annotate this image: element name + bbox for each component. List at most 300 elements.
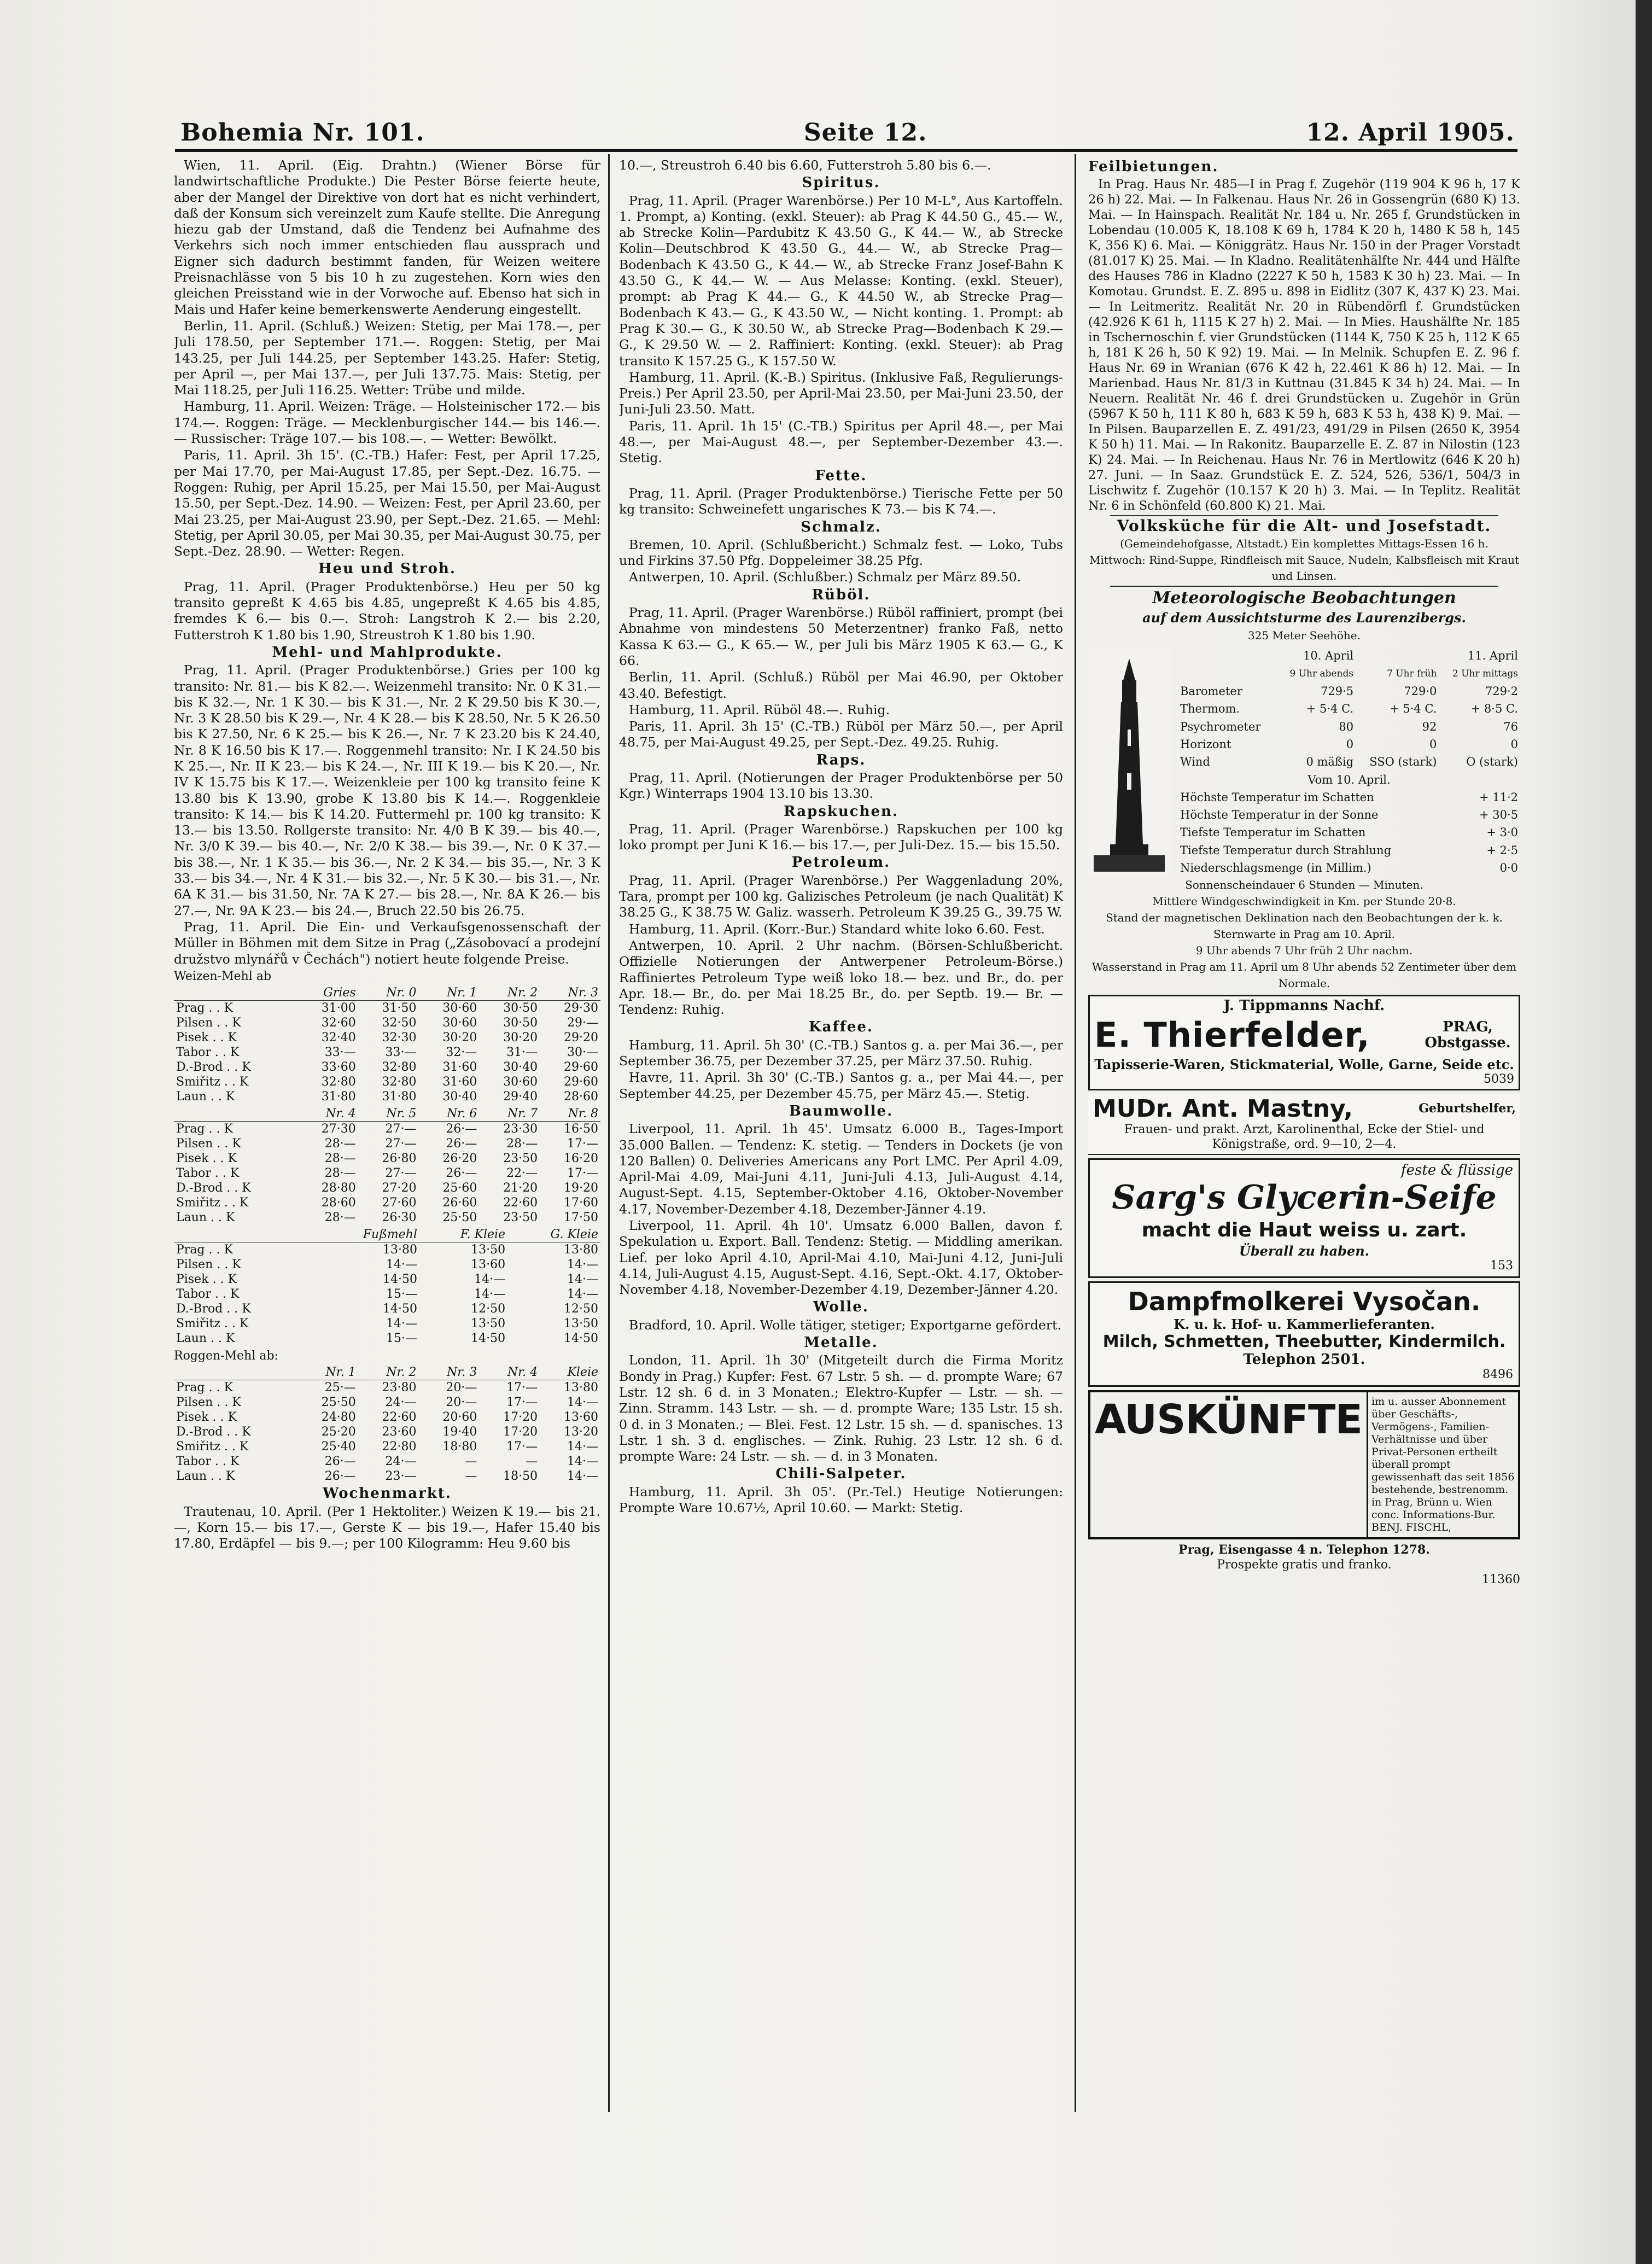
table-header-cell: F. Kleie: [419, 1227, 507, 1242]
ad3-top: feste & flüssige: [1401, 1162, 1513, 1178]
table-cell: 25·50: [442, 1211, 477, 1225]
table-header-cell: [174, 985, 297, 1001]
table-cell: 14·—: [567, 1258, 598, 1272]
table-row: [174, 1151, 600, 1166]
table-cell: D.-Brod . . K: [176, 1302, 251, 1316]
table-cell: 30·20: [503, 1031, 538, 1045]
table-cell: 13·60: [471, 1258, 506, 1272]
article-mehl: Prag, 11. April. (Prager Produktenbörse.) Gries per 100 kg transito: Nr. 81.— bis K 82.—. Weizenmehl transito: Nr. 0 K 31.— bis K 32.—, Nr. 1 K 30.— bis K 31.—, Nr. 2 K 29.50 bis K 30.—, Nr. 3 K 28.50 bis K 29.—, Nr. 4 K 28.— bis K 28.50, Nr. 5 K 26.50 bis K 27.50, Nr. 6 K 25.— bis K 26.—, Nr. 7 K 23.20 bis K 24.40, Nr. 8 K 16.50 bis K 17.—. Roggenmehl transito: Nr. I K 24.50 bis K 25.—, Nr. II K 23.— bis K 24.—, Nr. III K 19.— bis K 20.—, Nr. IV K 15.75 bis K 17.—. Weizenkleie per 100 kg transito feine K 13.80 bis K 13.90, grobe K 13.80 bis K 14.—. Roggenkleie transito: K 14.— bis K 14.20. Futtermehl pr. 100 kg transito: K 13.— bis 13.50. Rollgerste transito: Nr. 4/0 B K 39.— bis 40.—, Nr. 3/0 K 39.— bis 40.—, Nr. 2/0 K 38.— bis 39.—, Nr. 0 K 37.— bis 38.—, Nr. 1 K 35.— bis 36.—, Nr. 2 K 34.— bis 35.—, Nr. 3 K 33.— bis 34.—, Nr. 4 K 31.— bis 32.—, Nr. 5 K 30.— bis 31.—, Nr. 6A K 31.— bis 31.50, Nr. 7A K 27.— bis 28.—, Nr. 8A K 26.— bis 27.—, Nr. 9A K 23.— bis 24.—, Bruch 22.50 bis 26.75.: [174, 662, 600, 918]
weizen-table-2: [174, 1106, 600, 1225]
section-mehl: Mehl- und Mahlprodukte.: [272, 644, 503, 661]
section-heu-stroh: Heu und Stroh.: [318, 561, 456, 577]
table-cell: 14·50: [471, 1332, 506, 1346]
table-cell: Pisek . . K: [176, 1410, 237, 1425]
meteo-box: [1088, 588, 1520, 991]
meteo-cell: 729·0: [1404, 685, 1437, 698]
meteo-cell: Thermom.: [1180, 702, 1240, 716]
section-feilbietungen: Feilbietungen.: [1088, 159, 1219, 175]
meteo-cell: Wind: [1180, 755, 1210, 769]
meteo-table: [1178, 647, 1520, 877]
table-header-row: [174, 1227, 600, 1242]
table-cell: 27·20: [382, 1181, 417, 1195]
table-cell: 26·—: [446, 1122, 477, 1136]
meteo-extreme-label: Niederschlagsmenge (in Millim.): [1180, 861, 1371, 875]
table-row: [174, 1060, 600, 1075]
meteo-times-row: [1178, 665, 1520, 682]
article-baumwolle-2: Liverpool, 11. April. 4h 10'. Umsatz 6.000 Ballen, davon f. Spekulation u. Export. Ball. Tendenz: Stetig. — Middling amerikan. Lief. per loko April 4.10, April-Mai 4.10, Mai-Juni 4.12, Juni-Juli 4.14, Juli-August 4.15, August-Sept. 4.16, Sept.-Okt. 4.17, Oktober-November 4.18, November-Dezember 4.19, Dezember-Jänner 4.20.: [619, 1218, 1063, 1298]
article-petroleum-prag: Prag, 11. April. (Prager Warenbörse.) Per Waggenladung 20%, Tara, prompt per 100 kg. Galizisches Petroleum (je nach Qualität) K 38.25 G., K 38.75 W. Galiz. wasserh. Petroleum K 39.25 G., 39.75 W.: [619, 872, 1063, 920]
table-cell: 29·60: [564, 1075, 598, 1089]
table-row: [174, 1030, 600, 1045]
article-metalle: London, 11. April. 1h 30' (Mitgeteilt durch die Firma Moritz Bondy in Prag.) Kupfer: Fest. 67 Lstr. 5 sh. — d. prompte Ware; 67 Lstr. 12 sh. 6 d. in 3 Monaten.; Elektro-Kupfer — Lstr. — sh. — Zinn. Stramm. 143 Lstr. — sh. — d. prompte Ware; 135 Lstr. 15 sh. 0 d. in 3 Monaten.; — Blei. Fest. 12 Lstr. 15 sh. — d. spanisches. 13 Lstr. 1 sh. 3 d. englisches. — Zink. Ruhig. 23 Lstr. 12 sh. 6 d. prompte Ware: 24 Lstr. — sh. — d. in 3 Monaten.: [619, 1352, 1063, 1464]
meteo-extreme-label: Tiefste Temperatur durch Strahlung: [1180, 843, 1392, 857]
table-cell: 29·—: [567, 1016, 598, 1030]
table-cell: 17·—: [506, 1440, 538, 1454]
table-cell: —: [465, 1455, 477, 1469]
meteo-cell: 76: [1503, 720, 1518, 733]
table-cell: —: [465, 1469, 477, 1484]
table-cell: 23·50: [503, 1211, 538, 1225]
table-cell: 25·—: [324, 1381, 356, 1395]
table-cell: Prag . . K: [176, 1243, 233, 1257]
table-cell: 30·—: [567, 1046, 598, 1060]
article-kaffee-hamburg: Hamburg, 11. April. 5h 30' (C.-TB.) Santos g. a. per Mai 36.—, per September 36.75, per Dezember 37.25, per März 37.50. Ruhig.: [619, 1037, 1063, 1069]
meteo-day-row: [1178, 771, 1520, 789]
meteo-cell: + 5·4 C.: [1306, 702, 1354, 716]
article-chili: Hamburg, 11. April. 3h 05'. (Pr.-Tel.) Heutige Notierungen: Prompte Ware 10.67½, April 10.60. — Markt: Stetig.: [619, 1484, 1063, 1516]
table-cell: 20·—: [446, 1396, 477, 1410]
table-cell: Laun . . K: [176, 1469, 235, 1484]
table-cell: 14·—: [474, 1273, 506, 1287]
table-cell: Prag . . K: [176, 1381, 233, 1395]
section-rapskuchen: Rapskuchen.: [783, 803, 899, 820]
section-metalle: Metalle.: [804, 1334, 878, 1351]
table-row: [174, 1395, 600, 1410]
meteo-wind: Mittlere Windgeschwindigkeit in Km. per Stunde 20·8.: [1152, 895, 1456, 908]
meteo-cell: 0: [1346, 737, 1354, 751]
volkskueche-line-2: Mittwoch: Rind-Suppe, Rindfleisch mit Sauce, Nudeln, Kalbsfleisch mit Kraut und Linsen.: [1089, 553, 1520, 583]
table-cell: D.-Brod . . K: [176, 1425, 251, 1439]
table-cell: 26·—: [324, 1455, 356, 1469]
table-cell: 14·50: [383, 1302, 417, 1316]
meteo-row: [1178, 754, 1520, 771]
table-cell: D.-Brod . . K: [176, 1060, 251, 1075]
table-cell: 18·80: [442, 1440, 477, 1454]
meteo-extreme-label: Höchste Temperatur in der Sonne: [1180, 808, 1379, 822]
table-row: [174, 1089, 600, 1104]
table-cell: 23·80: [382, 1381, 417, 1395]
table-cell: 13·50: [564, 1317, 598, 1331]
table-row: [174, 1302, 600, 1316]
table-cell: 17·60: [564, 1196, 598, 1210]
meteo-date: 10. April: [1303, 649, 1354, 663]
table-row: [174, 1469, 600, 1484]
column-2: [619, 157, 1063, 2104]
article-raps: Prag, 11. April. (Notierungen der Prager Produktenbörse per 50 Kgr.) Winterraps 1904 13.10 bis 13.30.: [619, 769, 1063, 802]
table-cell: 25·50: [321, 1396, 356, 1410]
table-cell: 14·50: [383, 1273, 417, 1287]
meteo-extreme-label: Tiefste Temperatur im Schatten: [1180, 826, 1366, 839]
meteo-header-row: [1178, 647, 1520, 665]
table-cell: 28·—: [324, 1137, 356, 1151]
table-cell: 19·40: [442, 1425, 477, 1439]
table-cell: —: [526, 1455, 538, 1469]
table-header-cell: Nr. 3: [540, 985, 600, 1001]
meteo-extreme-value: + 3·0: [1486, 826, 1518, 839]
table-header-cell: G. Kleie: [507, 1227, 600, 1242]
table-header-cell: [174, 1227, 315, 1242]
table-cell: 21·20: [503, 1181, 538, 1195]
header-center: Seite 12.: [803, 118, 927, 147]
table-cell: 28·60: [321, 1196, 356, 1210]
ad-vysocan: [1088, 1281, 1520, 1387]
meteo-corner: [1178, 665, 1276, 682]
table-cell: 29·30: [564, 1001, 598, 1016]
meteo-extreme-row: [1178, 806, 1520, 824]
ad3-brand: Sarg's Glycerin-Seife: [1112, 1178, 1497, 1217]
table-cell: Laun . . K: [176, 1090, 235, 1104]
table-cell: 27·30: [321, 1122, 356, 1136]
meteo-extreme-value: + 2·5: [1486, 843, 1518, 857]
table-cell: 24·—: [385, 1455, 417, 1469]
ad-seife: [1088, 1158, 1520, 1278]
section-rubol: Rüböl.: [812, 586, 871, 603]
table-cell: 26·—: [446, 1137, 477, 1151]
table-cell: 13·50: [471, 1243, 506, 1257]
section-raps: Raps.: [816, 751, 866, 768]
table-cell: 31·60: [442, 1060, 477, 1075]
table-header-cell: Nr. 5: [358, 1106, 419, 1122]
table-row: [174, 1001, 600, 1016]
table-cell: 26·—: [324, 1469, 356, 1484]
table-cell: 16·50: [564, 1122, 598, 1136]
table-cell: Pisek . . K: [176, 1152, 237, 1166]
table-cell: 27·—: [385, 1166, 417, 1181]
meteo-extreme-value: 0·0: [1499, 861, 1518, 875]
ad-mastny: [1088, 1094, 1520, 1155]
table-cell: 17·—: [506, 1396, 538, 1410]
table-row: [174, 1045, 600, 1060]
table-row: [174, 1136, 600, 1151]
ad1-line: Tapisserie-Waren, Stickmaterial, Wolle, Garne, Seide etc.: [1094, 1056, 1514, 1072]
divider: [1110, 515, 1498, 516]
table-header-cell: Nr. 7: [479, 1106, 540, 1122]
table-row: [174, 1210, 600, 1225]
article-rubol-prag: Prag, 11. April. (Prager Warenbörse.) Rüböl raffiniert, prompt (bei Abnahme von mindestens 50 Meterzentner) franko Faß, netto Kassa K 63.— G., K 65.— W., per Juli bis März 1905 K 63.— G., K 66.: [619, 605, 1063, 668]
article-cont: 10.—, Streustroh 6.40 bis 6.60, Futterstroh 5.80 bis 6.—.: [619, 157, 991, 173]
table-row: [174, 1166, 600, 1181]
table-header-cell: Nr. 4: [297, 1106, 358, 1122]
ad-auskunfte: [1088, 1390, 1520, 1539]
ad5-title: AUSKÜNFTE: [1090, 1392, 1368, 1537]
table-row: [174, 1454, 600, 1469]
ad4-products: Milch, Schmetten, Theebutter, Kindermilch.: [1102, 1332, 1506, 1351]
meteo-cell: O (stark): [1466, 755, 1518, 769]
table-cell: 26·30: [382, 1211, 417, 1225]
table-cell: 22·—: [506, 1166, 538, 1181]
table-cell: 14·—: [386, 1317, 417, 1331]
article-schmalz-antwerpen: Antwerpen, 10. April. (Schlußber.) Schmalz per März 89.50.: [629, 569, 1021, 585]
section-wochenmarkt: Wochenmarkt.: [323, 1485, 452, 1502]
table-cell: Pilsen . . K: [176, 1016, 241, 1030]
section-chili: Chili-Salpeter.: [775, 1466, 907, 1483]
meteo-cell: 92: [1422, 720, 1437, 733]
meteo-cell: 729·5: [1321, 685, 1354, 698]
meteo-time: 9 Uhr abends: [1289, 668, 1354, 679]
article-wolle: Bradford, 10. April. Wolle tätiger, stetiger; Exportgarne gefördert.: [629, 1317, 1061, 1333]
table-cell: 19·20: [564, 1181, 598, 1195]
table-cell: Prag . . K: [176, 1122, 233, 1136]
table-cell: Tabor . . K: [176, 1287, 240, 1302]
meteo-water: Wasserstand in Prag am 11. April um 8 Uhr abends 52 Zentimeter über dem Normale.: [1091, 960, 1517, 990]
column-rule-1: [608, 154, 610, 2112]
table-cell: 30·60: [442, 1001, 477, 1016]
meteo-cell: Horizont: [1180, 737, 1231, 751]
table-cell: 26·—: [446, 1166, 477, 1181]
table-cell: 29·60: [564, 1060, 598, 1075]
table-cell: 29·40: [503, 1090, 538, 1104]
meteo-extreme-value: + 11·2: [1479, 790, 1518, 804]
table-cell: 15·—: [386, 1332, 417, 1346]
scan-border: [1636, 0, 1652, 2264]
article-petroleum-antwerpen: Antwerpen, 10. April. 2 Uhr nachm. (Börsen-Schlußbericht. Offizielle Notierungen der Antwerpener Petroleum-Börse.) Raffiniertes Petroleum Type weiß loko 18.— bez. und Br., do. per Apr. 18.— Br., do. per Mai 18.25 Br., do. per Septb. 19.— Br. — Tendenz: Ruhig.: [619, 937, 1063, 1018]
table-cell: 29·20: [564, 1031, 598, 1045]
section-baumwolle: Baumwolle.: [789, 1102, 894, 1119]
table-cell: 13·20: [564, 1425, 598, 1439]
table-cell: 14·—: [567, 1396, 598, 1410]
table-cell: 15·—: [386, 1287, 417, 1302]
meteo-date: 11. April: [1467, 649, 1518, 663]
table-cell: Pisek . . K: [176, 1031, 237, 1045]
article-hamburg: Hamburg, 11. April. Weizen: Träge. — Holsteinischer 172.— bis 174.—. Roggen: Träge. — Mecklenburgischer 144.— bis 146.—. — Russischer: Träge 107.— bis 108.—. — Wetter: Bewölkt.: [174, 399, 600, 447]
table-cell: 31·—: [506, 1046, 538, 1060]
table-cell: 14·—: [567, 1273, 598, 1287]
meteo-cell: + 8·5 C.: [1470, 702, 1518, 716]
table-cell: Smiřitz . . K: [176, 1317, 249, 1331]
section-fette: Fette.: [815, 467, 867, 484]
meteo-cell: Barometer: [1180, 685, 1242, 698]
table-header-cell: [174, 1106, 297, 1122]
table-row: [174, 1316, 600, 1331]
meteo-sunshine: Sonnenscheindauer 6 Stunden — Minuten.: [1185, 878, 1423, 891]
table-header-cell: Nr. 4: [479, 1365, 540, 1380]
meteo-cell: 80: [1339, 720, 1354, 733]
table-row: [174, 1195, 600, 1210]
table-cell: 13·80: [564, 1381, 598, 1395]
table-cell: 26·80: [382, 1152, 417, 1166]
table-cell: 24·—: [385, 1396, 417, 1410]
article-paris: Paris, 11. April. 3h 15'. (C.-TB.) Hafer: Fest, per April 17.25, per Mai 17.70, per Mai-August 17.85, per Sept.-Dez. 16.75. — Roggen: Ruhig, per April 15.25, per Mai 15.50, per Mai-August 15.50, per Sept.-Dez. 14.90. — Weizen: Fest, per April 23.60, per Mai 23.25, per Mai-August 23.90, per Sept.-Dez. 21.65. — Mehl: Stetig, per April 30.05, per Mai 30.35, per Mai-August 30.75, per Sept.-Dez. 28.90. — Wetter: Regen.: [174, 447, 600, 559]
ad4-subtitle: K. u. k. Hof- u. Kammerlieferanten.: [1174, 1316, 1435, 1332]
meteo-row: [1178, 736, 1520, 753]
section-volkskueche: Volksküche für die Alt- und Josefstadt.: [1117, 517, 1492, 535]
table-row: [174, 1122, 600, 1137]
table-header-cell: Nr. 0: [358, 985, 419, 1001]
article-spiritus-prag: Prag, 11. April. (Prager Warenbörse.) Per 10 M-L°, Aus Kartoffeln. 1. Prompt, a) Konting. (exkl. Steuer): ab Prag K 44.50 G., 45.— W., ab Strecke Kolin—Pardubitz K 43.50 G., K 44.— W., ab Strecke Kolin—Deutschbrod K 43.50 G., 44.— W., ab Strecke Prag—Bodenbach K 43.50 G., K 44.— W., ab Strecke Franz Josef-Bahn K 43.50 G., K 44.— W. — Aus Melasse: Konting. (exkl. Steuer), prompt: ab Prag K 44.— G., K 44.50 W., ab Strecke Prag—Bodenbach K 43.— G., K 43.50 W., — Nicht konting. 1. Prompt: ab Prag K 30.— G., K 30.50 W., ab Strecke Prag—Bodenbach K 29.— G., K 29.50 W. — 2. Raffiniert: Konting. (exkl. Steuer): ab Prag transito K 157.25 G., K 157.50 W.: [619, 192, 1063, 369]
table-cell: 24·80: [321, 1410, 356, 1425]
meteo-subtitle: auf dem Aussichtsturme des Laurenzibergs.: [1142, 610, 1466, 626]
article-berlin: Berlin, 11. April. (Schluß.) Weizen: Stetig, per Mai 178.—, per Juli 178.50, per September 171.—. Roggen: Stetig, per Mai 143.25, per Juli 144.25, per September 143.25. Hafer: Stetig, per April —, per Mai 137.—, per Juli 137.75. Mais: Stetig, per Mai 118.25, per Juli 116.25. Wetter: Trübe und milde.: [174, 318, 600, 398]
meteo-times: 9 Uhr abends 7 Uhr früh 2 Uhr nachm.: [1195, 943, 1413, 957]
table-row: [174, 1257, 600, 1272]
table-cell: 30·60: [503, 1075, 538, 1089]
table-header-row: [174, 985, 600, 1001]
table-cell: 23·—: [385, 1469, 417, 1484]
table-cell: 13·80: [564, 1243, 598, 1257]
table-header-cell: Nr. 3: [419, 1365, 480, 1380]
table-cell: 32·60: [321, 1016, 356, 1030]
meteo-title: Meteorologische Beobachtungen: [1152, 588, 1456, 608]
article-wien: Wien, 11. April. (Eig. Drahtn.) (Wiener Börse für landwirtschaftliche Produkte.) Die Pester Börse feierte heute, aber der Mangel der Direktive von dort hat es nicht verhindert, daß der Konsum sich vereinzelt zum Kaufe stellte. Die Anregung hiezu gab der Umstand, daß die Tendenz bei Aufnahme des Verkehrs sich noch immer entschieden flau aussprach und Eigner sich dadurch bestimmt fanden, für Weizen weitere Preisnachlässe von 5 bis 10 h zu zugestehen. Korn wies den gleichen Preisstand wie in der Vorwoche auf. Ebenso hat sich in Mais und Hafer keine bemerkenswerte Aenderung eingestellt.: [174, 157, 600, 317]
ad3-bottom: Überall zu haben.: [1239, 1242, 1370, 1259]
ad4-title: Dampfmolkerei Vysočan.: [1128, 1286, 1481, 1316]
table-row: [174, 1410, 600, 1425]
table-cell: 30·20: [442, 1031, 477, 1045]
kleie-table: [174, 1227, 600, 1346]
table-cell: 30·40: [442, 1090, 477, 1104]
table-row: [174, 1287, 600, 1302]
table-cell: 32·30: [382, 1031, 417, 1045]
table-cell: Smiřitz . . K: [176, 1075, 249, 1089]
header-left: Bohemia Nr. 101.: [180, 118, 425, 147]
meteo-cell: 0: [1429, 737, 1437, 751]
header-right: 12. April 1905.: [1306, 118, 1515, 147]
table-cell: 28·—: [324, 1166, 356, 1181]
section-wolle: Wolle.: [813, 1299, 869, 1316]
article-rubol-hamburg: Hamburg, 11. April. Rüböl 48.—. Ruhig.: [629, 702, 890, 717]
table-cell: Pilsen . . K: [176, 1396, 241, 1410]
table-cell: 31·00: [321, 1001, 356, 1016]
article-heu: Prag, 11. April. (Prager Produktenbörse.) Heu per 50 kg transito gepreßt K 4.65 bis 4.85, ungepreßt K 4.65 bis 4.85, fremdes K 6.— bis 0.—. Stroh: Langstroh K 2.— bis 2.20, Futterstroh K 1.80 bis 1.90, Streustroh K 1.80 bis 1.90.: [174, 579, 600, 643]
meteo-row: [1178, 718, 1520, 736]
table-row: [174, 1331, 600, 1346]
table-cell: 14·—: [567, 1440, 598, 1454]
ad1-number: 5039: [1484, 1072, 1514, 1086]
table-row: [174, 1181, 600, 1195]
table-cell: Tabor . . K: [176, 1166, 240, 1181]
meteo-extreme-label: Höchste Temperatur im Schatten: [1180, 790, 1374, 804]
ad2-role: Geburtshelfer,: [1418, 1101, 1516, 1116]
table-cell: 28·—: [506, 1137, 538, 1151]
header-rule: [175, 149, 1517, 152]
ad4-telephone: Telephon 2501.: [1243, 1351, 1365, 1368]
table-cell: 30·60: [442, 1016, 477, 1030]
article-rapskuchen: Prag, 11. April. (Prager Warenbörse.) Rapskuchen per 100 kg loko prompt per Juni K 16.— bis 17.—, per Juli-Dez. 15.— bis 15.50.: [619, 821, 1063, 853]
table-cell: 32·80: [382, 1060, 417, 1075]
table-cell: 30·50: [503, 1016, 538, 1030]
ad1-top: J. Tippmanns Nachf.: [1223, 997, 1385, 1014]
weizen-table-1: [174, 985, 600, 1104]
meteo-cell: Psychrometer: [1180, 720, 1261, 733]
table-cell: 31·50: [382, 1001, 417, 1016]
table-header-cell: Nr. 8: [540, 1106, 600, 1122]
weizen-caption: Weizen-Mehl ab: [174, 969, 272, 983]
table-cell: Pilsen . . K: [176, 1137, 241, 1151]
table-cell: 28·—: [324, 1152, 356, 1166]
lookout-tower-illustration: [1088, 647, 1170, 877]
table-cell: 26·20: [442, 1152, 477, 1166]
table-cell: 14·—: [474, 1287, 506, 1302]
meteo-height: 325 Meter Seehöhe.: [1247, 629, 1361, 643]
section-kaffee: Kaffee.: [809, 1019, 873, 1036]
volkskueche-line-1: (Gemeindehofgasse, Altstadt.) Ein komplettes Mittags-Essen 16 h.: [1120, 536, 1488, 550]
table-cell: 32·—: [446, 1046, 477, 1060]
table-cell: 17·50: [564, 1211, 598, 1225]
ad2-name: MUDr. Ant. Mastny,: [1093, 1094, 1353, 1123]
table-header-cell: [174, 1365, 297, 1380]
table-header-cell: Nr. 1: [419, 985, 480, 1001]
table-cell: 12·50: [471, 1302, 506, 1316]
article-trautenau: Trautenau, 10. April. (Per 1 Hektoliter.) Weizen K 19.— bis 21.—, Korn 15.— bis 17.—, Gerste K — bis 19.—, Hafer 15.40 bis 17.80, Erdäpfel — bis 9.—; per 100 Kilogramm: Heu 9.60 bis: [174, 1503, 600, 1551]
table-cell: 28·60: [564, 1090, 598, 1104]
meteo-row: [1178, 682, 1520, 700]
table-row: [174, 1439, 600, 1454]
table-cell: 17·20: [503, 1410, 538, 1425]
table-header-cell: Nr. 1: [297, 1365, 358, 1380]
table-cell: Smiřitz . . K: [176, 1440, 249, 1454]
table-header-row: [174, 1365, 600, 1380]
roggen-caption: Roggen-Mehl ab:: [174, 1349, 278, 1363]
meteo-cell: 0 mäßig: [1306, 755, 1354, 769]
meteo-extreme-row: [1178, 824, 1520, 842]
article-muller: Prag, 11. April. Die Ein- und Verkaufsgenossenschaft der Müller in Böhmen mit dem Sitze in Prag („Zásobovací a prodejní družstvo mlynářů v Čechách") notiert heute folgende Preise.: [174, 919, 600, 967]
article-rubol-paris: Paris, 11. April. 3h 15' (C.-TB.) Rüböl per März 50.—, per April 48.75, per Mai-August 49.25, per Sept.-Dez. 49.25. Ruhig.: [619, 719, 1063, 750]
table-row: [174, 1075, 600, 1089]
table-cell: 14·50: [564, 1332, 598, 1346]
ad4-number: 8496: [1482, 1367, 1513, 1381]
page-header: [180, 116, 1515, 149]
meteo-cell: SSO (stark): [1369, 755, 1437, 769]
table-cell: 17·—: [567, 1137, 598, 1151]
ad-thierfelder: [1088, 995, 1520, 1090]
article-spiritus-paris: Paris, 11. April. 1h 15' (C.-TB.) Spiritus per April 48.—, per Mai 48.—, per Mai-August 48.—, per September-Dezember 43.—. Stetig.: [619, 418, 1063, 466]
table-cell: 32·50: [382, 1016, 417, 1030]
table-cell: Prag . . K: [176, 1001, 233, 1016]
table-cell: 22·60: [382, 1410, 417, 1425]
table-cell: 32·80: [382, 1075, 417, 1089]
table-cell: Laun . . K: [176, 1332, 235, 1346]
table-cell: 33·—: [385, 1046, 417, 1060]
meteo-cell: + 5·4 C.: [1390, 702, 1437, 716]
article-rubol-berlin: Berlin, 11. April. (Schluß.) Rüböl per Mai 46.90, per Oktober 43.40. Befestigt.: [619, 669, 1063, 701]
ad1-city: PRAG, Obstgasse.: [1425, 1018, 1511, 1051]
meteo-declination: Stand der magnetischen Deklination nach den Beobachtungen der k. k. Sternwarte in Prag am 10. April.: [1106, 911, 1503, 941]
table-cell: 23·50: [503, 1152, 538, 1166]
section-petroleum: Petroleum.: [791, 854, 891, 871]
table-cell: 25·20: [321, 1425, 356, 1439]
article-feilbietungen: In Prag. Haus Nr. 485—I in Prag f. Zugehör (119 904 K 96 h, 17 K 26 h) 22. Mai. — In Falkenau. Haus Nr. 26 in Gossengrün (680 K) 13. Mai. — In Hainspach. Realität Nr. 184 u. Nr. 265 f. Grundstücken in Lobendau (10.005 K, 18.108 K 69 h, 1784 K 20 h, 1480 K 58 h, 145 K, 356 K) 6. Mai. — Königgrätz. Haus Nr. 150 in der Prager Vorstadt (81.017 K) 25. Mai. — In Kladno. Realitätenhälfte Nr. 444 und Hälfte des Hauses 786 in Kladno (2227 K 50 h, 1583 K 30 h) 23. Mai. — In Komotau. Grundst. E. Z. 895 u. 898 in Eidlitz (307 K, 437 K) 23. Mai. — In Leitmeritz. Realität Nr. 20 in Rübendörfl f. Grundstücken (42.926 K 61 h, 1115 K 27 h) 2. Mai. — In Mies. Haushälfte Nr. 185 in Tschernoschin f. vier Grundstücken (1144 K, 750 K 25 h, 112 K 65 h, 181 K 26 h, 50 K 92) 19. Mai. — In Melnik. Schupfen E. Z. 96 f. Haus Nr. 69 in Wranian (676 K 42 h, 22.461 K 86 h) 12. Mai. — In Marienbad. Haus Nr. 81/3 in Kuttnau (31.845 K 34 h) 24. Mai. — In Neuern. Realität Nr. 46 f. drei Grundstücken u. Zugehör in Grün (5967 K 50 h, 111 K 80 h, 683 K 59 h, 683 K 53 h, 438 K) 9. Mai. — In Pilsen. Bauparzellen E. Z. 491/23, 491/29 in Pilsen (2650 K, 3954 K 50 h) 11. Mai. — In Rakonitz. Bauparzelle E. Z. 87 in Nilostin (123 K) 24. Mai. — In Reichenau. Haus Nr. 76 in Mertlowitz (646 K 20 h) 27. Juni. — In Saaz. Grundstück E. Z. 524, 526, 536/1, 504/3 in Lischwitz f. Zugehör (10.157 K 20 h) 3. Mai. — In Teplitz. Realität Nr. 6 in Schönfeld (60.800 K) 21. Mai.: [1088, 177, 1520, 514]
table-cell: 31·80: [321, 1090, 356, 1104]
table-cell: 28·80: [321, 1181, 356, 1195]
article-baumwolle-1: Liverpool, 11. April. 1h 45'. Umsatz 6.000 B., Tages-Import 35.000 Ballen. — Tendenz: K. stetig. — Tenders in Dockets (je von 120 Ballen) 0. Deliveries Americans any Port LMC. Per April 4.09, April-Mai 4.09, Mai-Juni 4.11, Juni-Juli 4.13, Juli-August 4.14, August-Sept. 4.15, September-Oktober 4.16, Oktober-November 4.17, November-Dezember 4.18, Dezember-Jänner 4.19.: [619, 1121, 1063, 1217]
table-cell: 25·40: [321, 1440, 356, 1454]
table-header-cell: Fußmehl: [315, 1227, 419, 1242]
table-cell: 27·—: [385, 1122, 417, 1136]
table-cell: Laun . . K: [176, 1211, 235, 1225]
table-cell: 17·—: [506, 1381, 538, 1395]
ad5-text: im u. ausser Abonnement über Geschäfts-, Vermögens-, Familien-Verhältnisse und über Privat-Personen ertheilt überall prompt gewissenhaft das seit 1856 bestehende, bestrenomm. in Prag, Brünn u. Wien conc. Informations-Bur. BENJ. FISCHL,: [1371, 1395, 1515, 1533]
table-cell: 32·80: [321, 1075, 356, 1089]
table-cell: 22·80: [382, 1440, 417, 1454]
article-spiritus-hamburg: Hamburg, 11. April. (K.-B.) Spiritus. (Inklusive Faß, Regulierungs-Preis.) Per April 23.50, per April-Mai 23.50, per Mai-Juni 23.50, der Juni-Juli 23.50. Matt.: [619, 369, 1063, 417]
table-cell: 13·50: [471, 1317, 506, 1331]
section-schmalz: Schmalz.: [801, 518, 882, 535]
table-cell: 27·60: [382, 1196, 417, 1210]
table-cell: 33·60: [321, 1060, 356, 1075]
column-rule-2: [1075, 154, 1076, 2112]
column-3: [1088, 157, 1520, 2104]
table-cell: 16·20: [564, 1152, 598, 1166]
